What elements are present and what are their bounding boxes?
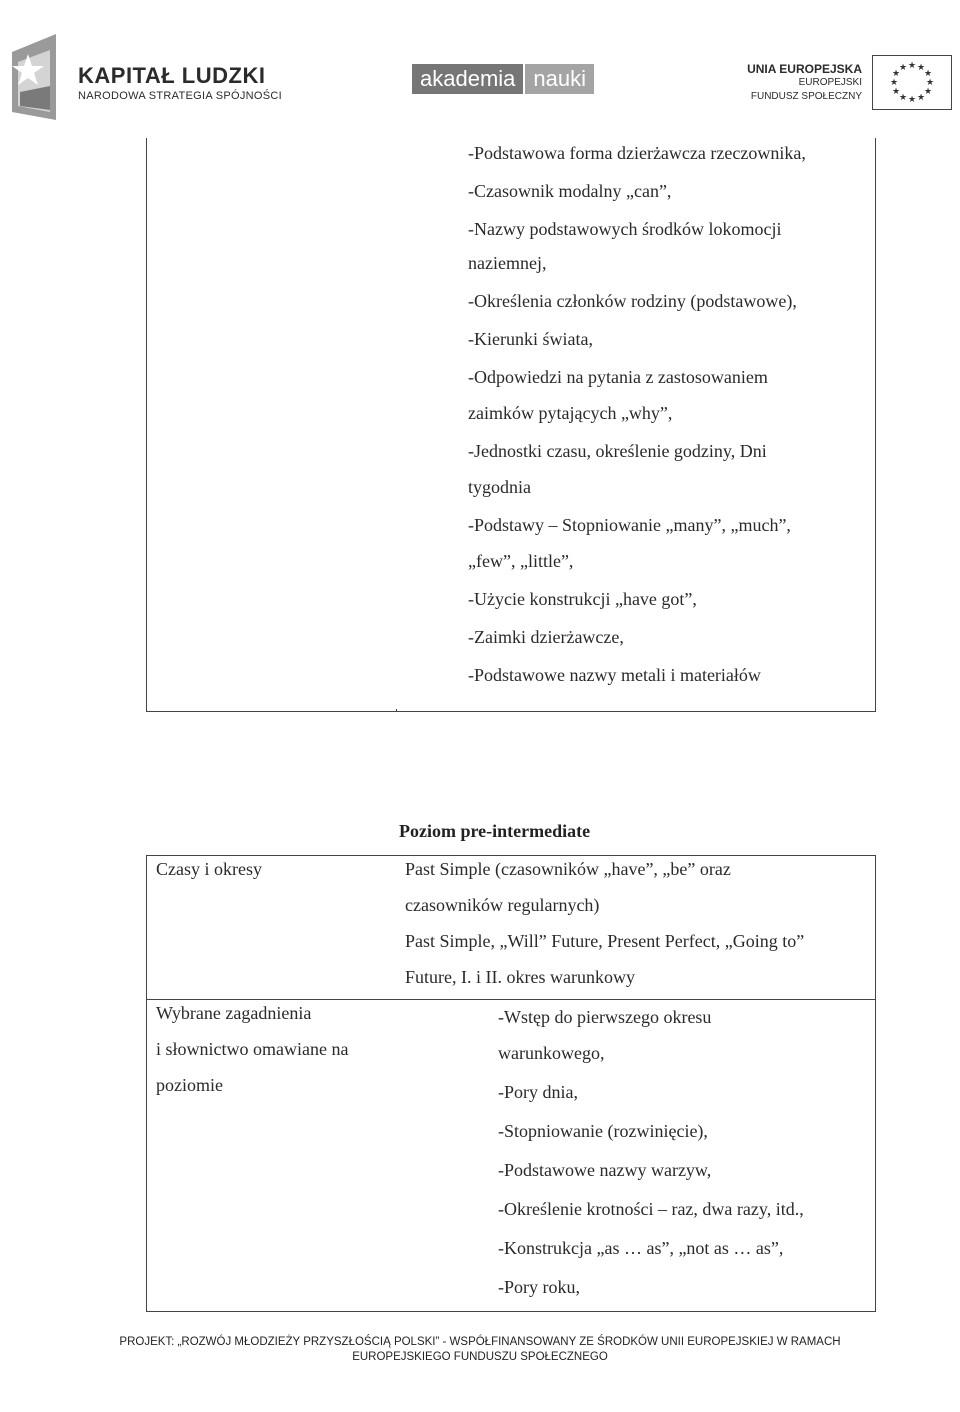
akademia-nauki-logo [412, 64, 594, 94]
row2-content [498, 998, 804, 1307]
svg-text:★: ★ [907, 95, 917, 105]
kapital-ludzki-logo-icon [10, 32, 56, 120]
list-item: -Jednostki czasu, określenie godziny, Dni [468, 441, 767, 461]
svg-text:★: ★ [889, 78, 899, 88]
svg-text:★: ★ [925, 78, 935, 88]
svg-text:★: ★ [923, 87, 933, 97]
table1-left-border [146, 138, 147, 712]
svg-text:★: ★ [916, 93, 926, 103]
table2-bottom-border [146, 1311, 876, 1312]
tense-line: Past Simple (czasowników „have”, „be” oraz [405, 859, 731, 879]
footer-line-1: PROJEKT: „ROZWÓJ MŁODZIEŻY PRZYSZŁOŚCIĄ POLSKI” - WSPÓŁFINANSOWANY ZE ŚRODKÓW UNII EUROPEJSKIEJ W RAMACH [119, 1336, 841, 1348]
list-item: -Podstawowe nazwy metali i materiałów [468, 665, 761, 685]
table1-bottom-border [146, 711, 876, 712]
table1-column-divider [396, 709, 397, 712]
svg-text:★: ★ [898, 93, 908, 103]
svg-text:★: ★ [891, 69, 901, 79]
list-item: -Kierunki świata, [468, 329, 593, 349]
table2-left-border [146, 855, 147, 1312]
list-item: -Określenie krotności – raz, dwa razy, itd., [498, 1199, 804, 1219]
kapital-ludzki-subtitle: NARODOWA STRATEGIA SPÓJNOŚCI [78, 90, 282, 102]
list-item: -Podstawowe nazwy warzyw, [498, 1160, 712, 1180]
svg-text:★: ★ [916, 63, 926, 73]
eu-logo-text [747, 62, 862, 104]
list-item: tygodnia [468, 477, 531, 497]
list-item: warunkowego, [498, 1043, 605, 1063]
row1-label: Czasy i okresy [156, 859, 262, 879]
level-heading: Poziom pre-intermediate [399, 821, 591, 841]
list-item: -Podstawy – Stopniowanie „many”, „much”, [468, 515, 791, 535]
row1-content [405, 851, 804, 995]
footer-line-2: EUROPEJSKIEGO FUNDUSZU SPOŁECZNEGO [352, 1351, 608, 1363]
eu-title: UNIA EUROPEJSKA [747, 62, 862, 76]
list-item: -Określenia członków rodziny (podstawowe), [468, 291, 797, 311]
list-item: -Wstęp do pierwszego okresu [498, 1007, 712, 1027]
akademia-word: akademia [412, 64, 523, 94]
list-item: -Stopniowanie (rozwinięcie), [498, 1121, 708, 1141]
tense-line: Past Simple, „Will” Future, Present Perfect, „Going to” [405, 931, 805, 951]
list-item: -Podstawowa forma dzierżawcza rzeczownika, [468, 143, 806, 163]
table2-right-border [875, 855, 876, 1312]
tense-line: Future, I. i II. okres warunkowy [405, 967, 635, 987]
kapital-ludzki-title: KAPITAŁ LUDZKI [78, 63, 266, 88]
eu-flag-icon [872, 55, 952, 110]
row2-label-line: i słownictwo omawiane na [156, 1039, 349, 1059]
page-footer [0, 1335, 960, 1365]
list-item: -Nazwy podstawowych środków lokomocji [468, 219, 782, 239]
list-item: -Czasownik modalny „can”, [468, 181, 672, 201]
list-item: -Pory roku, [498, 1277, 580, 1297]
list-item: -Użycie konstrukcji „have got”, [468, 589, 697, 609]
svg-text:★: ★ [891, 87, 901, 97]
nauki-word: nauki [525, 64, 594, 94]
list-item: -Konstrukcja „as … as”, „not as … as”, [498, 1238, 784, 1258]
list-item: -Odpowiedzi na pytania z zastosowaniem [468, 367, 768, 387]
list-item: -Zaimki dzierżawcze, [468, 627, 624, 647]
svg-text:★: ★ [907, 61, 917, 71]
list-item: -Pory dnia, [498, 1082, 578, 1102]
tense-line: czasowników regularnych) [405, 895, 600, 915]
list-item: „few”, „little”, [468, 551, 574, 571]
svg-text:★: ★ [898, 63, 908, 73]
row2-label [156, 995, 348, 1103]
row2-label-line: Wybrane zagadnienia [156, 1003, 312, 1023]
table1-content [468, 134, 806, 694]
eu-subtitle-2: FUNDUSZ SPOŁECZNY [750, 91, 862, 102]
row2-label-line: poziomie [156, 1075, 223, 1095]
list-item: zaimków pytających „why”, [468, 403, 673, 423]
list-item: naziemnej, [468, 253, 547, 273]
table1-right-border [875, 138, 876, 712]
svg-text:★: ★ [923, 69, 933, 79]
eu-subtitle-1: EUROPEJSKI [798, 77, 862, 88]
